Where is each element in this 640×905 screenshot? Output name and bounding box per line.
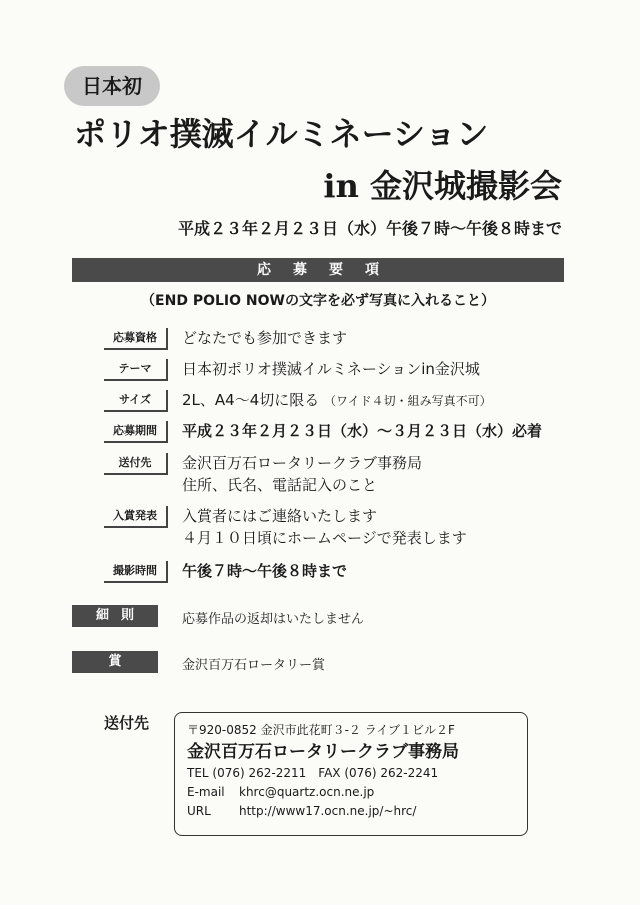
contact-office-name: 金沢百万石ロータリークラブ事務局: [187, 742, 459, 762]
value-period: 平成２３年２月２３日（水）～３月２３日（水）必着: [182, 422, 543, 440]
contact-email-row: [187, 783, 527, 802]
value-theme: 日本初ポリオ撲滅イルミネーションin金沢城: [182, 360, 480, 378]
contact-url-row: [187, 802, 527, 821]
contact-url[interactable]: http://www17.ocn.ne.jp/~hrc/: [239, 804, 417, 818]
first-in-japan-badge: 日本初: [64, 66, 160, 106]
label-period: 応募期間: [104, 421, 168, 443]
label-size: サイズ: [104, 390, 168, 412]
label-theme: テーマ: [104, 359, 168, 381]
contact-box: [174, 712, 528, 836]
label-prize: 賞: [72, 651, 158, 673]
value-eligibility: どなたでも参加できます: [182, 329, 348, 347]
event-date: 平成２３年２月２３日（水）午後７時～午後８時まで: [177, 219, 562, 238]
value-size: [182, 389, 492, 413]
photo-note: （END POLIO NOWの文字を必ず写真に入れること）: [141, 293, 495, 309]
value-announcement-date: ４月１０日頃にホームページで発表します: [182, 529, 467, 547]
url-key: URL: [187, 804, 211, 818]
section-header: 応募要項: [72, 258, 564, 282]
event-subtitle: in 金沢城撮影会: [323, 167, 562, 205]
label-eligibility: 応募資格: [104, 328, 168, 350]
event-title: ポリオ撲滅イルミネーション: [74, 115, 489, 153]
contact-email[interactable]: khrc@quartz.ocn.ne.jp: [239, 785, 375, 799]
size-text: 2L、A4～4切に限る: [182, 391, 320, 409]
label-rules: 細則: [72, 605, 158, 627]
contact-address: 〒920-0852 金沢市此花町３-２ ライブ１ビル２F: [187, 723, 455, 737]
label-send-to: 送付先: [104, 453, 168, 475]
label-announcement: 入賞発表: [104, 506, 168, 528]
value-send-to-note: 住所、氏名、電話記入のこと: [182, 476, 378, 494]
value-announcement: 入賞者にはご連絡いたします: [182, 507, 378, 525]
size-note: （ワイド４切・組み写真不可）: [324, 394, 492, 408]
value-shooting-time: 午後７時～午後８時まで: [182, 562, 348, 580]
contact-phone-fax: TEL (076) 262-2211 FAX (076) 262-2241: [187, 766, 439, 780]
value-send-to: 金沢百万石ロータリークラブ事務局: [182, 454, 423, 472]
contact-label: 送付先: [104, 714, 150, 732]
value-prize: 金沢百万石ロータリー賞: [182, 658, 326, 673]
label-shooting-time: 撮影時間: [104, 561, 168, 583]
email-key: E-mail: [187, 785, 225, 799]
value-rules: 応募作品の返却はいたしません: [182, 612, 365, 627]
